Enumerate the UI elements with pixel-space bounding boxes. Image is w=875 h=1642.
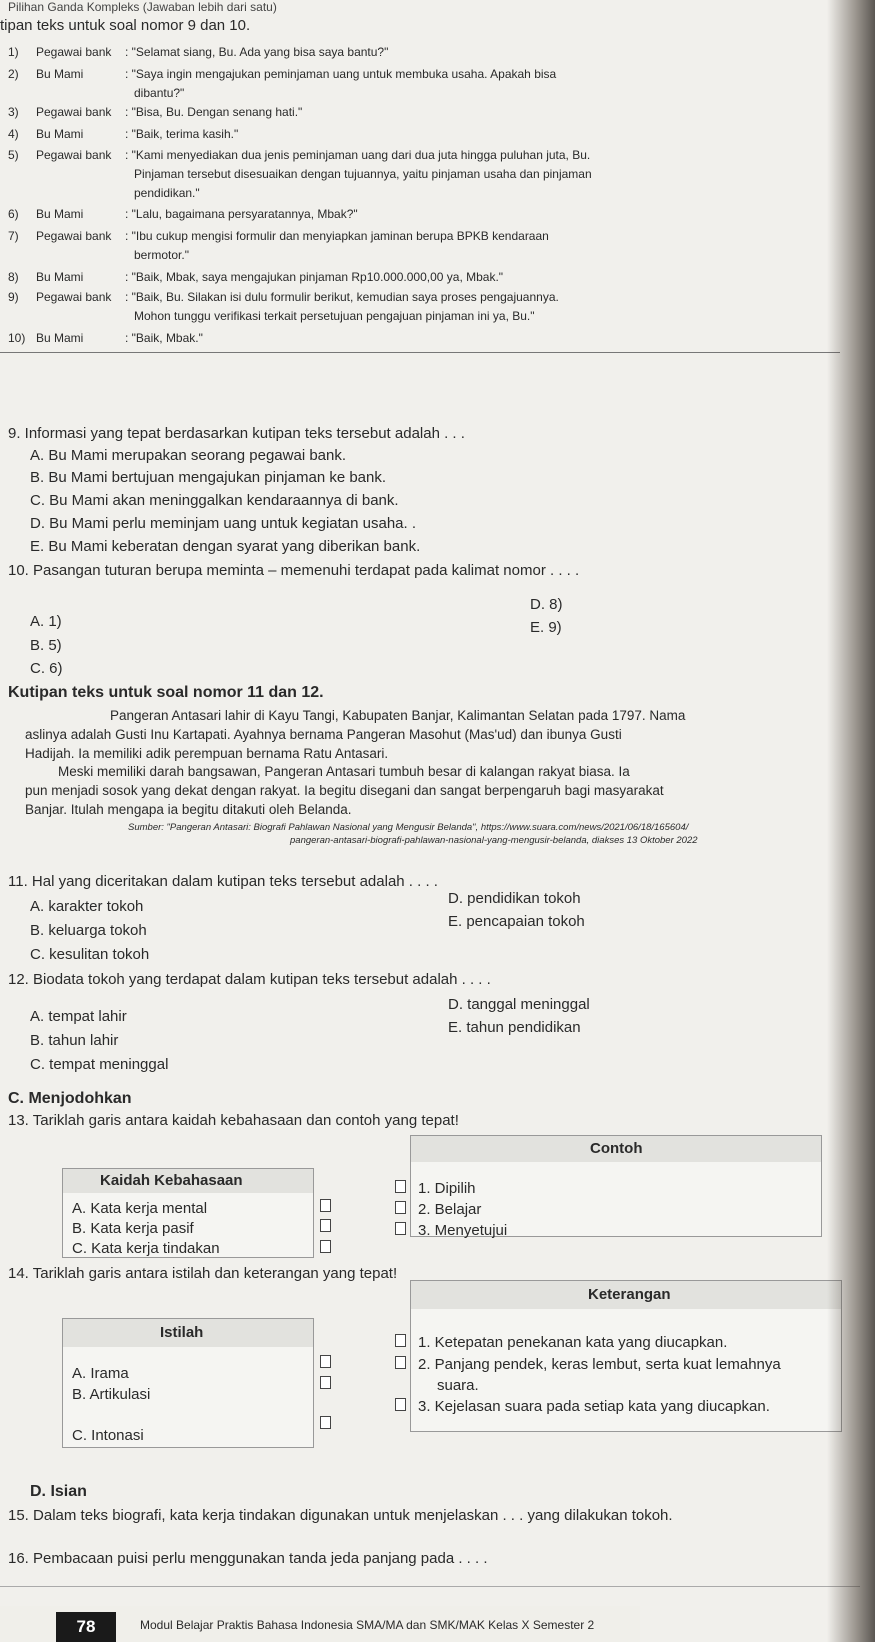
keterangan-item-cont: suara. — [437, 1377, 479, 1394]
dialog-speaker: Pegawai bank — [36, 105, 112, 119]
dialog-text-cont: bermotor." — [134, 248, 189, 262]
source-line: pangeran-antasari-biografi-pahlawan-nasional-yang-mengusir-belanda, diakses 13 Oktober 2022 — [290, 835, 698, 846]
match-box-left[interactable] — [320, 1376, 331, 1389]
cut-heading: Pilihan Ganda Kompleks (Jawaban lebih dari satu) — [8, 0, 277, 14]
kaidah-header: Kaidah Kebahasaan — [100, 1172, 243, 1189]
dialog-text: : "Kami menyediakan dua jenis peminjaman uang dari dua juta hingga puluhan juta, Bu. — [125, 148, 591, 162]
question-9: 9. Informasi yang tepat berdasarkan kutipan teks tersebut adalah . . . — [8, 425, 465, 442]
dialog-speaker: Pegawai bank — [36, 229, 112, 243]
option: A. Bu Mami merupakan seorang pegawai bank. — [30, 447, 347, 464]
istilah-item: B. Artikulasi — [72, 1386, 151, 1403]
dialog-speaker: Pegawai bank — [36, 45, 112, 59]
dialog-num: 2) — [8, 67, 19, 81]
section-d-heading: D. Isian — [30, 1483, 87, 1500]
istilah-item: A. Irama — [72, 1365, 129, 1382]
dialog-text-cont: Pinjaman tersebut disesuaikan dengan tujuannya, yaitu pinjaman usaha dan pinjaman — [134, 167, 592, 181]
dialog-text: : "Baik, Mbak." — [125, 331, 203, 345]
keterangan-item: 1. Ketepatan penekanan kata yang diucapkan. — [418, 1334, 728, 1351]
keterangan-header: Keterangan — [588, 1286, 671, 1303]
dialog-speaker: Pegawai bank — [36, 148, 112, 162]
option: D. 8) — [530, 596, 563, 613]
question-13: 13. Tariklah garis antara kaidah kebahasaan dan contoh yang tepat! — [8, 1112, 459, 1129]
keterangan-item: 2. Panjang pendek, keras lembut, serta kuat lemahnya — [418, 1356, 781, 1373]
istilah-header: Istilah — [160, 1324, 204, 1341]
dialog-speaker: Pegawai bank — [36, 290, 112, 304]
match-box-right[interactable] — [395, 1222, 406, 1235]
passage-line: aslinya adalah Gusti Inu Kartapati. Ayahnya bernama Pangeran Masohut (Mas'ud) dan ibunya Gusti — [25, 727, 622, 742]
option: E. 9) — [530, 619, 562, 636]
question-14: 14. Tariklah garis antara istilah dan keterangan yang tepat! — [8, 1265, 398, 1282]
match-box-left[interactable] — [320, 1240, 331, 1253]
passage-line: Meski memiliki darah bangsawan, Pangeran Antasari tumbuh besar di kalangan rakyat biasa. Ia — [58, 764, 630, 779]
option: A. 1) — [30, 613, 62, 630]
option: B. tahun lahir — [30, 1032, 119, 1049]
dialog-num: 8) — [8, 270, 19, 284]
kaidah-item: A. Kata kerja mental — [72, 1200, 208, 1217]
source-line: Sumber: "Pangeran Antasari: Biografi Pahlawan Nasional yang Mengusir Belanda", https://www.suara.com/news/2021/06/18/165604/ — [128, 822, 689, 833]
dialog-num: 10) — [8, 331, 26, 345]
match-box-left[interactable] — [320, 1416, 331, 1429]
option: B. 5) — [30, 637, 62, 654]
dialog-text: : "Selamat siang, Bu. Ada yang bisa saya bantu?" — [125, 45, 389, 59]
question-15: 15. Dalam teks biografi, kata kerja tindakan digunakan untuk menjelaskan . . . yang dilakukan tokoh. — [8, 1507, 673, 1524]
dialog-text: : "Bisa, Bu. Dengan senang hati." — [125, 105, 303, 119]
option: A. tempat lahir — [30, 1008, 127, 1025]
dialog-num: 5) — [8, 148, 19, 162]
contoh-header: Contoh — [590, 1140, 643, 1157]
question-11: 11. Hal yang diceritakan dalam kutipan teks tersebut adalah . . . . — [8, 873, 438, 890]
contoh-item: 2. Belajar — [418, 1201, 482, 1218]
keterangan-item: 3. Kejelasan suara pada setiap kata yang diucapkan. — [418, 1398, 770, 1415]
dialog-text: : "Baik, terima kasih." — [125, 127, 239, 141]
option: E. pencapaian tokoh — [448, 913, 585, 930]
question-12: 12. Biodata tokoh yang terdapat dalam kutipan teks tersebut adalah . . . . — [8, 971, 491, 988]
match-box-left[interactable] — [320, 1219, 331, 1232]
passage-line: pun menjadi sosok yang dekat dengan rakyat. Ia begitu disegani dan sangat berpengaruh bagi masyarakat — [25, 783, 664, 798]
passage-line: Pangeran Antasari lahir di Kayu Tangi, Kabupaten Banjar, Kalimantan Selatan pada 1797. Nama — [110, 708, 686, 723]
dialog-text-cont: dibantu?" — [134, 86, 185, 100]
passage-line: Banjar. Itulah mengapa ia begitu ditakuti oleh Belanda. — [25, 802, 352, 817]
match-box-right[interactable] — [395, 1356, 406, 1369]
option: C. Bu Mami akan meninggalkan kendaraannya di bank. — [30, 492, 399, 509]
dialog-speaker: Bu Mami — [36, 127, 84, 141]
dialog-text: : "Ibu cukup mengisi formulir dan menyiapkan jaminan berupa BPKB kendaraan — [125, 229, 549, 243]
istilah-item: C. Intonasi — [72, 1427, 144, 1444]
question-10: 10. Pasangan tuturan berupa meminta – memenuhi terdapat pada kalimat nomor . . . . — [8, 562, 580, 579]
match-box-right[interactable] — [395, 1334, 406, 1347]
dialog-text-cont: pendidikan." — [134, 186, 200, 200]
option: A. karakter tokoh — [30, 898, 144, 915]
dialog-num: 4) — [8, 127, 19, 141]
match-box-right[interactable] — [395, 1201, 406, 1214]
dialog-num: 1) — [8, 45, 19, 59]
passage-heading: Kutipan teks untuk soal nomor 11 dan 12. — [8, 684, 324, 701]
match-box-right[interactable] — [395, 1398, 406, 1411]
dialog-num: 6) — [8, 207, 19, 221]
dialog-text: : "Baik, Mbak, saya mengajukan pinjaman Rp10.000.000,00 ya, Mbak." — [125, 270, 504, 284]
divider — [0, 352, 840, 353]
dialog-num: 9) — [8, 290, 19, 304]
option: C. kesulitan tokoh — [30, 946, 150, 963]
dialog-text: : "Lalu, bagaimana persyaratannya, Mbak?" — [125, 207, 358, 221]
divider — [0, 1586, 860, 1587]
section-c-heading: C. Menjodohkan — [8, 1090, 132, 1107]
page-number: 78 — [56, 1612, 116, 1642]
dialog-speaker: Bu Mami — [36, 207, 84, 221]
option: D. tanggal meninggal — [448, 996, 590, 1013]
passage-line: Hadijah. Ia memiliki adik perempuan bernama Ratu Antasari. — [25, 746, 389, 761]
option: D. pendidikan tokoh — [448, 890, 581, 907]
dialog-text-cont: Mohon tunggu verifikasi terkait persetujuan pengajuan pinjaman ini ya, Bu." — [134, 309, 535, 323]
match-box-left[interactable] — [320, 1355, 331, 1368]
option: C. 6) — [30, 660, 63, 677]
dialog-text: : "Saya ingin mengajukan peminjaman uang untuk membuka usaha. Apakah bisa — [125, 67, 557, 81]
kaidah-item: B. Kata kerja pasif — [72, 1220, 194, 1237]
dialog-num: 3) — [8, 105, 19, 119]
option: B. keluarga tokoh — [30, 922, 147, 939]
option: E. Bu Mami keberatan dengan syarat yang diberikan bank. — [30, 538, 421, 555]
question-16: 16. Pembacaan puisi perlu menggunakan tanda jeda panjang pada . . . . — [8, 1550, 488, 1567]
kaidah-item: C. Kata kerja tindakan — [72, 1240, 220, 1257]
dialog-num: 7) — [8, 229, 19, 243]
match-box-right[interactable] — [395, 1180, 406, 1193]
option: B. Bu Mami bertujuan mengajukan pinjaman ke bank. — [30, 469, 387, 486]
option: C. tempat meninggal — [30, 1056, 169, 1073]
match-box-left[interactable] — [320, 1199, 331, 1212]
option: E. tahun pendidikan — [448, 1019, 581, 1036]
contoh-item: 3. Menyetujui — [418, 1222, 508, 1239]
dialog-text: : "Baik, Bu. Silakan isi dulu formulir berikut, kemudian saya proses pengajuannya. — [125, 290, 559, 304]
dialog-speaker: Bu Mami — [36, 270, 84, 284]
footer-title: Modul Belajar Praktis Bahasa Indonesia SMA/MA dan SMK/MAK Kelas X Semester 2 — [140, 1618, 595, 1632]
section-heading: tipan teks untuk soal nomor 9 dan 10. — [0, 17, 251, 34]
dialog-speaker: Bu Mami — [36, 331, 84, 345]
dialog-speaker: Bu Mami — [36, 67, 84, 81]
option: D. Bu Mami perlu meminjam uang untuk kegiatan usaha. . — [30, 515, 417, 532]
contoh-item: 1. Dipilih — [418, 1180, 476, 1197]
page-edge-shadow — [827, 0, 875, 1642]
